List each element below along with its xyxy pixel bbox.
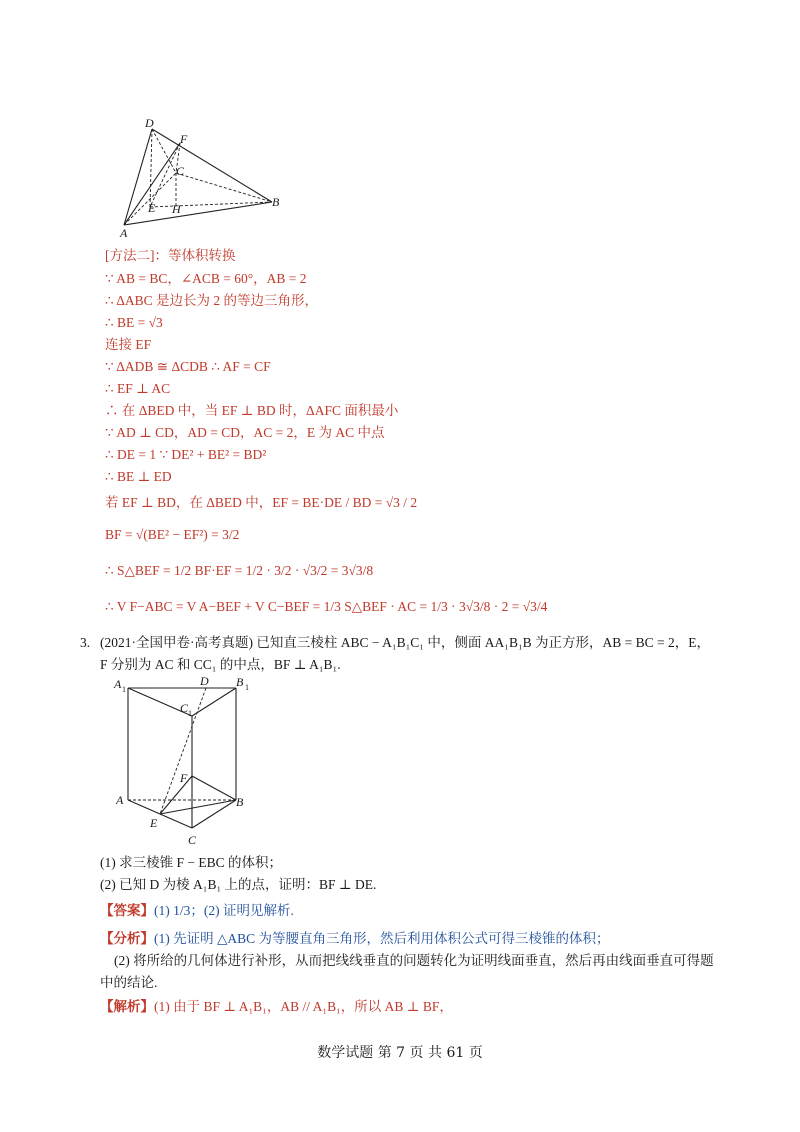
svg-text:1: 1 (245, 683, 249, 692)
label-B1: B (236, 675, 244, 689)
answer-tag: 【答案】 (100, 903, 154, 918)
method2-line-15: ∴ V F−ABC = V A−BEF + V C−BEF = 1/3 S△BEF · AC = 1/3 · 3√3/8 · 2 = √3/4 (105, 599, 548, 614)
method2-line-4: ∴ BE = √3 (105, 315, 163, 330)
method2-line-7: ∴ EF ⊥ AC (105, 381, 171, 396)
prism-figure (108, 672, 258, 850)
method2-line-13: BF = √(BE² − EF²) = 3/2 (105, 527, 240, 542)
svg-text:1: 1 (188, 709, 192, 718)
answer-line (100, 902, 294, 920)
svg-text:1: 1 (122, 685, 126, 694)
method2-line-11: ∴ BE ⊥ ED (105, 469, 172, 484)
question-1: (1) 求三棱锥 F − EBC 的体积； (100, 855, 282, 870)
page-footer: 数学试题 第 7 页 共 61 页 (317, 1045, 483, 1061)
problem-line-1: (2021·全国甲卷·高考真题) 已知直三棱柱 ABC − A₁B₁C₁ 中，侧面 AA₁B₁B 为正方形，AB = BC = 2，E， (100, 635, 711, 650)
label-C1: C (180, 701, 189, 715)
analysis-line-3: 中的结论. (100, 975, 158, 990)
label-B: B (236, 795, 244, 809)
label-A: A (116, 793, 124, 807)
analysis-text-1: (1) 先证明 △ABC 为等腰直角三角形，然后利用体积公式可得三棱锥的体积； (154, 931, 610, 946)
question-2: (2) 已知 D 为棱 A₁B₁ 上的点，证明：BF ⊥ DE. (100, 877, 377, 892)
analysis-tag: 【分析】 (100, 931, 154, 946)
problem-number: 3. (80, 635, 91, 650)
label-D: D (200, 674, 209, 688)
label-E: E (150, 816, 158, 830)
method2-line-14: ∴ S△BEF = 1/2 BF·EF = 1/2 · 3/2 · √3/2 = 3√3/8 (105, 563, 374, 578)
solution-text: (1) 由于 BF ⊥ A₁B₁，AB // A₁B₁，所以 AB ⊥ BF， (154, 999, 453, 1014)
label-C: C (176, 164, 185, 178)
analysis-line-2: (2) 将所给的几何体进行补形，从而把线线垂直的问题转化为证明线面垂直，然后再由线面垂直可得题 (114, 953, 714, 968)
solution-tag: 【解析】 (100, 999, 154, 1014)
method2-line-12: 若 EF ⊥ BD，在 ΔBED 中，EF = BE·DE / BD = √3 / 2 (105, 495, 418, 510)
label-D: D (145, 116, 154, 130)
label-H: H (172, 202, 181, 216)
tetrahedron-figure (110, 115, 290, 240)
problem-line-2: F 分别为 AC 和 CC₁ 的中点，BF ⊥ A₁B₁. (100, 657, 341, 672)
analysis-line-1 (100, 930, 610, 948)
solution-line (100, 998, 453, 1016)
method2-line-2: ∵ AB = BC，∠ACB = 60°，AB = 2 (105, 271, 307, 286)
label-A1: A (114, 677, 122, 691)
label-A: A (120, 226, 128, 240)
method2-line-9: ∵ AD ⊥ CD，AD = CD，AC = 2，E 为 AC 中点 (105, 425, 385, 440)
answer-text: (1) 1/3；(2) 证明见解析. (154, 903, 294, 918)
method2-line-8: ∴ 在 ΔBED 中，当 EF ⊥ BD 时，ΔAFC 面积最小 (105, 403, 399, 418)
label-B: B (272, 195, 280, 209)
method2-line-1: [方法二]：等体积转换 (105, 248, 236, 263)
method2-line-6: ∵ ΔADB ≅ ΔCDB ∴ AF = CF (105, 359, 271, 374)
method2-line-10: ∴ DE = 1 ∵ DE² + BE² = BD² (105, 447, 267, 462)
label-F: F (180, 132, 188, 146)
method2-line-3: ∴ ΔABC 是边长为 2 的等边三角形， (105, 293, 319, 308)
label-E: E (148, 201, 156, 215)
label-C: C (188, 833, 197, 847)
label-F: F (180, 771, 188, 785)
method2-line-5: 连接 EF (105, 337, 152, 352)
